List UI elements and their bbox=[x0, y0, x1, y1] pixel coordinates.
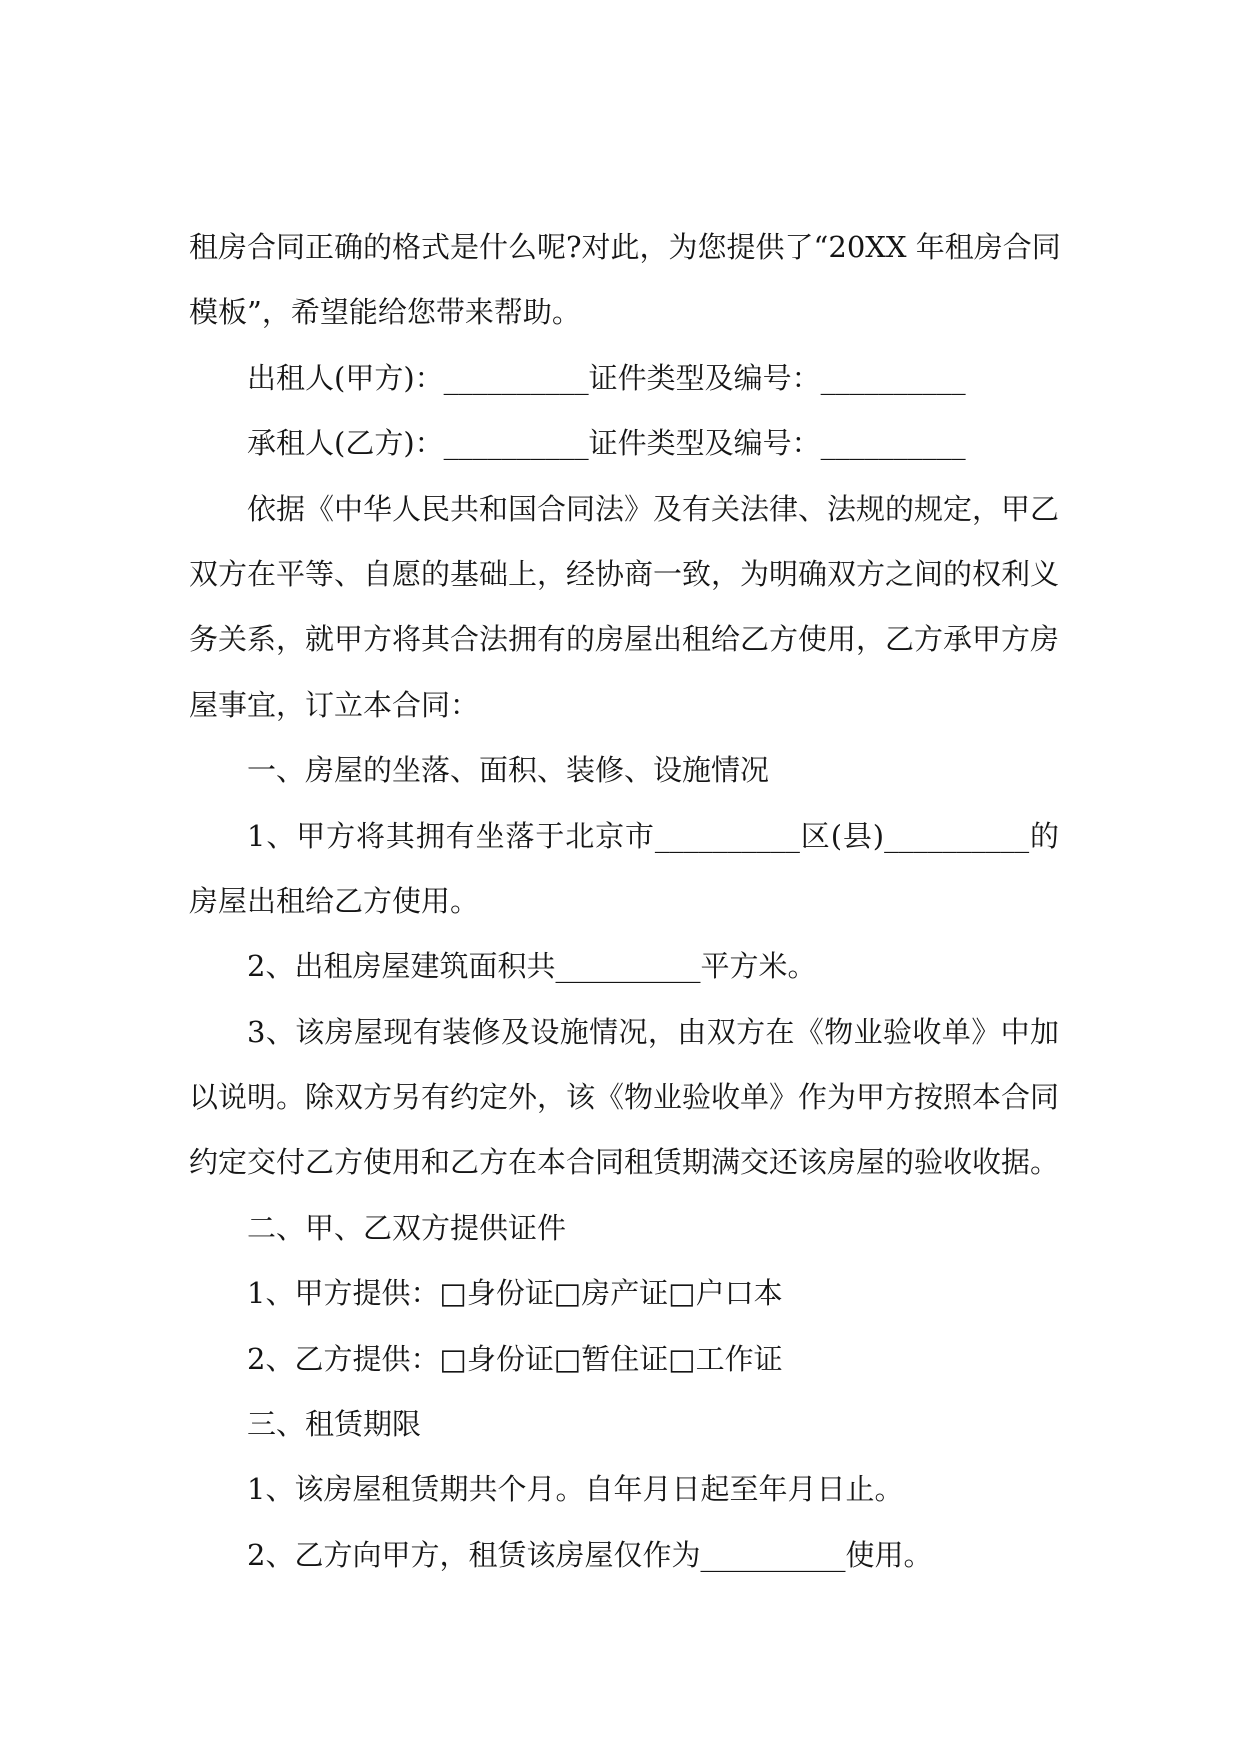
text-line: 一、房屋的坐落、面积、装修、设施情况 bbox=[247, 753, 770, 788]
text-line: 出租人(甲方)：__________证件类型及编号：__________ bbox=[247, 360, 966, 395]
text-line: 承租人(乙方)：__________证件类型及编号：__________ bbox=[247, 426, 966, 461]
text-line: 以说明。除双方另有约定外，该《物业验收单》作为甲方按照本合同 bbox=[189, 1080, 1060, 1115]
text-line: 模板”，希望能给您带来帮助。 bbox=[189, 295, 581, 330]
text-line: 2、乙方提供：□身份证□暂住证□工作证 bbox=[247, 1341, 783, 1376]
text-line: 双方在平等、自愿的基础上，经协商一致，为明确双方之间的权利义 bbox=[189, 556, 1060, 591]
text-line: 1、甲方将其拥有坐落于北京市__________区(县)__________的 bbox=[247, 818, 1059, 853]
text-line: 屋事宜，订立本合同： bbox=[189, 687, 480, 722]
legal-basis-paragraph bbox=[189, 477, 1059, 739]
clause-2-2 bbox=[189, 1327, 1059, 1392]
text-line: 1、该房屋租赁期共个月。自年月日起至年月日止。 bbox=[247, 1472, 904, 1507]
text-line: 务关系，就甲方将其合法拥有的房屋出租给乙方使用，乙方承甲方房 bbox=[189, 622, 1060, 657]
lessee-line bbox=[189, 411, 1059, 476]
lessor-line bbox=[189, 346, 1059, 411]
section-2-heading bbox=[189, 1196, 1059, 1261]
section-3-heading bbox=[189, 1392, 1059, 1457]
text-line: 房屋出租给乙方使用。 bbox=[189, 883, 480, 918]
text-line: 租房合同正确的格式是什么呢?对此，为您提供了“20XX 年租房合同 bbox=[189, 230, 1061, 264]
clause-3-2 bbox=[189, 1523, 1059, 1588]
text-line: 依据《中华人民共和国合同法》及有关法律、法规的规定，甲乙 bbox=[247, 491, 1060, 526]
clause-1-1 bbox=[189, 804, 1059, 935]
section-1-heading bbox=[189, 738, 1059, 803]
clause-3-1 bbox=[189, 1457, 1059, 1522]
text-line: 三、租赁期限 bbox=[247, 1407, 422, 1442]
text-line: 2、乙方向甲方，租赁该房屋仅作为__________使用。 bbox=[247, 1537, 933, 1572]
text-line: 3、该房屋现有装修及设施情况，由双方在《物业验收单》中加 bbox=[247, 1014, 1059, 1049]
text-line: 2、出租房屋建筑面积共__________平方米。 bbox=[247, 949, 817, 984]
clause-1-2 bbox=[189, 934, 1059, 999]
text-line: 约定交付乙方使用和乙方在本合同租赁期满交还该房屋的验收收据。 bbox=[189, 1145, 1060, 1180]
document-body bbox=[189, 215, 1059, 1588]
clause-1-3 bbox=[189, 1000, 1059, 1196]
clause-2-1 bbox=[189, 1261, 1059, 1326]
text-line: 1、甲方提供：□身份证□房产证□户口本 bbox=[247, 1276, 783, 1311]
intro-paragraph bbox=[189, 215, 1059, 346]
text-line: 二、甲、乙双方提供证件 bbox=[247, 1210, 567, 1245]
